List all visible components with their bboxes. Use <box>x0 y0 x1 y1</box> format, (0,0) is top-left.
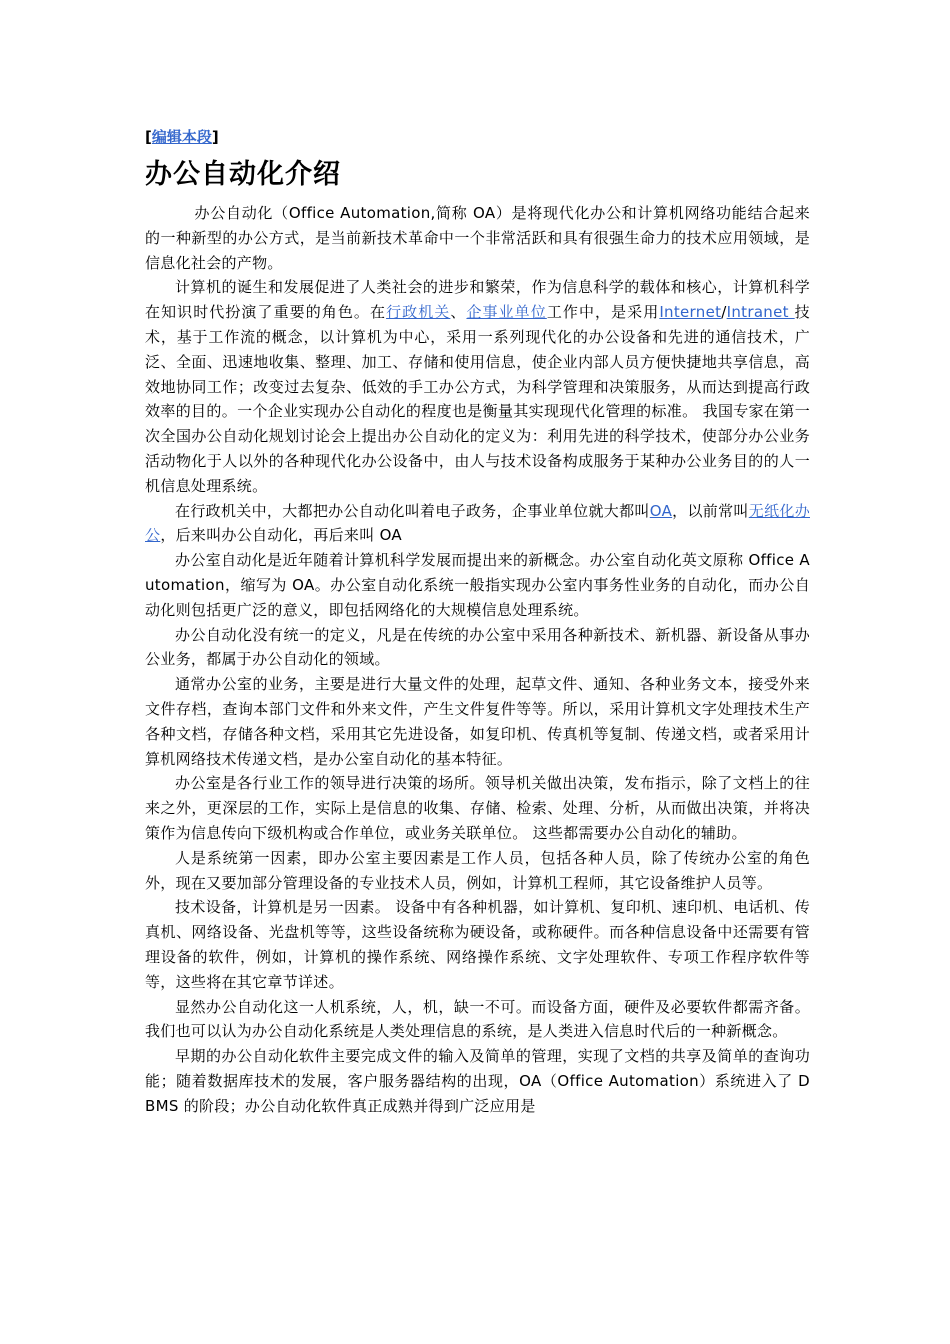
text-segment: 工作中，是采用 <box>546 303 660 322</box>
paragraph-definition: 办公自动化没有统一的定义，凡是在传统的办公室中采用各种新技术、新机器、新设备从事办公业务，都属于办公自动化的领域。 <box>145 625 810 669</box>
link-oa[interactable]: OA <box>649 501 673 520</box>
text-segment: / <box>721 303 727 322</box>
paragraph-human-machine-system: 显然办公自动化这一人机系统，人，机，缺一不可。而设备方面，硬件及必要软件都需齐备。 我们也可以认为办公自动化系统是人类处理信息的系统，是人类进入信息时代后的一种新概念。 <box>145 997 810 1041</box>
document-page <box>145 127 810 1118</box>
text-segment: 、 <box>450 303 467 322</box>
paragraph-office-business: 通常办公室的业务，主要是进行大量文件的处理，起草文件、通知、各种业务文本，接受外来文件存档，查询本部门文件和外来文件，产生文件复件等等。所以，采用计算机文字处理技术生产各种文档，存储各种文档，采用其它先进设备，如复印机、传真机等复制、传递文档，或者采用计算机网络技术传递文档，是办公室自动化的基本特征。 <box>145 675 810 768</box>
text-segment: ，后来叫办公自动化，再后来叫 OA <box>160 526 402 545</box>
page-title: 办公自动化介绍 <box>145 159 341 190</box>
link-intranet[interactable]: Intranet <box>726 303 795 322</box>
paragraph-office-automation-concept: 办公室自动化是近年随着计算机科学发展而提出来的新概念。办公室自动化英文原称 Office Automation，缩写为 OA。办公室自动化系统一般指实现办公室内事务性业务的自动化，而办公自动化则包括更广泛的意义，即包括网络化的大规模信息处理系统。 <box>145 551 810 619</box>
paragraph-computer-development <box>145 275 810 498</box>
link-internet[interactable]: Internet <box>659 303 722 322</box>
link-enterprises[interactable]: 企事业单位 <box>466 303 547 322</box>
paragraph-intro: 办公自动化（Office Automation,简称 OA）是将现代化办公和计算机网络功能结合起来的一种新型的办公方式，是当前新技术革命中一个非常活跃和具有很强生命力的技术应用领域，是信息化社会的产物。 <box>145 204 810 272</box>
text-segment: 技术，基于工作流的概念，以计算机为中心，采用一系列现代化的办公设备和先进的通信技术，广泛、全面、迅速地收集、整理、加工、存储和使用信息，使企业内部人员方便快捷地共享信息，高效地协同工作；改变过去复杂、低效的手工办公方式，为科学管理和决策服务，从而达到提高行政效率的目的。一个企业实现办公自动化的程度也是衡量其实现现代化管理的标准。 我国专家在第一次全国办公自动化规划讨论会上提出办公自动化的定义为：利用先进的科学技术，使部分办公业务活动物化于人以外的各种现代化办公设备中，由人与技术设备构成服务于某种办公业务目的的人一机信息处理系统。 <box>145 303 810 495</box>
paragraph-decision-making: 办公室是各行业工作的领导进行决策的场所。领导机关做出决策，发布指示，除了文档上的往来之外，更深层的工作，实际上是信息的收集、存储、检索、处理、分析，从而做出决策，并将决策作为信息传向下级机构或合作单位，或业务关联单位。 这些都需要办公自动化的辅助。 <box>145 774 810 842</box>
text-segment: 在行政机关中，大都把办公自动化叫着电子政务，企事业单位就大都叫 <box>175 501 650 520</box>
text-segment: 计算机的诞生和发展促进了人类社会的进步和繁荣，作为信息科学的载体和核心，计算机科学在知识时代扮演了重要的角色。在 <box>145 278 810 322</box>
paragraph-people-factor: 人是系统第一因素，即办公室主要因素是工作人员，包括各种人员，除了传统办公室的角色外，现在又要加部分管理设备的专业技术人员，例如，计算机工程师，其它设备维护人员等。 <box>145 848 810 892</box>
bracket-open: [ <box>145 128 152 146</box>
edit-section-link-wrapper <box>145 127 810 147</box>
link-paperless-office[interactable]: 无纸化办公 <box>145 501 810 545</box>
edit-section-link[interactable]: 编辑本段 <box>151 128 212 146</box>
text-segment: ，以前常叫 <box>672 501 749 520</box>
paragraph-government-oa <box>145 499 810 549</box>
paragraph-technical-equipment: 技术设备，计算机是另一因素。 设备中有各种机器，如计算机、复印机、速印机、电话机、传真机、网络设备、光盘机等等，这些设备统称为硬设备，或称硬件。而各种信息设备中还需要有管理设备的软件，例如，计算机的操作系统、网络操作系统、文字处理软件、专项工作程序软件等等，这些将在其它章节详述。 <box>145 898 810 991</box>
paragraph-early-software: 早期的办公自动化软件主要完成文件的输入及简单的管理，实现了文档的共享及简单的查询功能；随着数据库技术的发展，客户服务器结构的出现，OA（Office Automation）系统进入了 DBMS 的阶段；办公自动化软件真正成熟并得到广泛应用是 <box>145 1047 810 1115</box>
bracket-close: ] <box>211 128 219 146</box>
link-government-agencies[interactable]: 行政机关 <box>386 303 451 322</box>
